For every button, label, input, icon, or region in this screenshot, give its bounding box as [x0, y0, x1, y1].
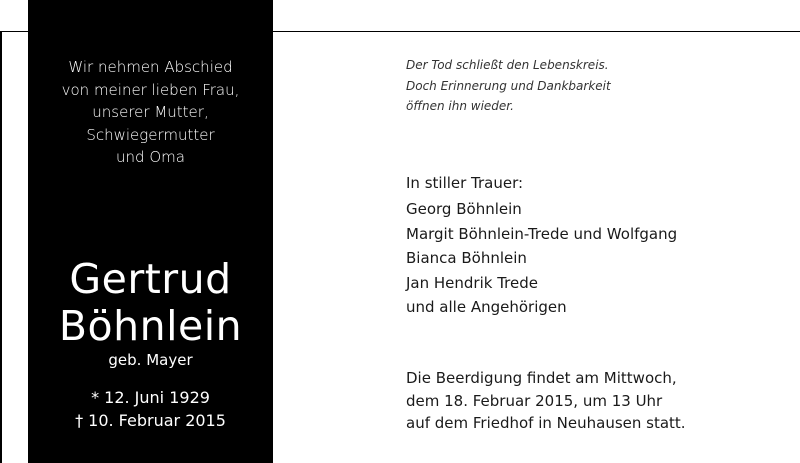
intro-line: Wir nehmen Abschied: [68, 58, 233, 76]
funeral-info: [406, 367, 686, 435]
mourner: und alle Angehörigen: [406, 298, 567, 316]
mourners-list: [406, 197, 677, 320]
funeral-line: Die Beerdigung findet am Mittwoch,: [406, 369, 677, 387]
death-date: † 10. Februar 2015: [75, 411, 226, 430]
motto-line: öffnen ihn wieder.: [406, 99, 514, 113]
motto-quote: [406, 55, 796, 117]
intro-line: von meiner lieben Frau,: [61, 80, 240, 99]
mourner: Jan Hendrik Trede: [406, 273, 538, 292]
mourner: Bianca Böhnlein: [406, 249, 527, 267]
mourner: Margit Böhnlein-Trede und Wolfgang: [406, 224, 678, 243]
left-black-panel: [28, 0, 273, 463]
maiden-name: geb. Mayer: [108, 351, 193, 369]
intro-line: unserer Mutter,: [92, 103, 209, 121]
intro-line: Schwiegermutter: [86, 125, 215, 144]
funeral-line: dem 18. Februar 2015, um 13 Uhr: [406, 391, 663, 410]
motto-line: Der Tod schließt den Lebenskreis.: [406, 58, 609, 72]
mourners-heading: In stiller Trauer:: [406, 174, 524, 192]
farewell-text: [28, 56, 273, 169]
motto-line: Doch Erinnerung und Dankbarkeit: [406, 78, 611, 93]
birth-date: * 12. Juni 1929: [91, 388, 210, 407]
deceased-name: [28, 256, 273, 350]
first-name: Gertrud: [69, 255, 232, 303]
last-name: Böhnlein: [58, 302, 243, 350]
mourner: Georg Böhnlein: [406, 200, 522, 218]
life-dates: [28, 386, 273, 432]
funeral-line: auf dem Friedhof in Neuhausen statt.: [406, 414, 686, 432]
intro-line: und Oma: [116, 148, 185, 166]
